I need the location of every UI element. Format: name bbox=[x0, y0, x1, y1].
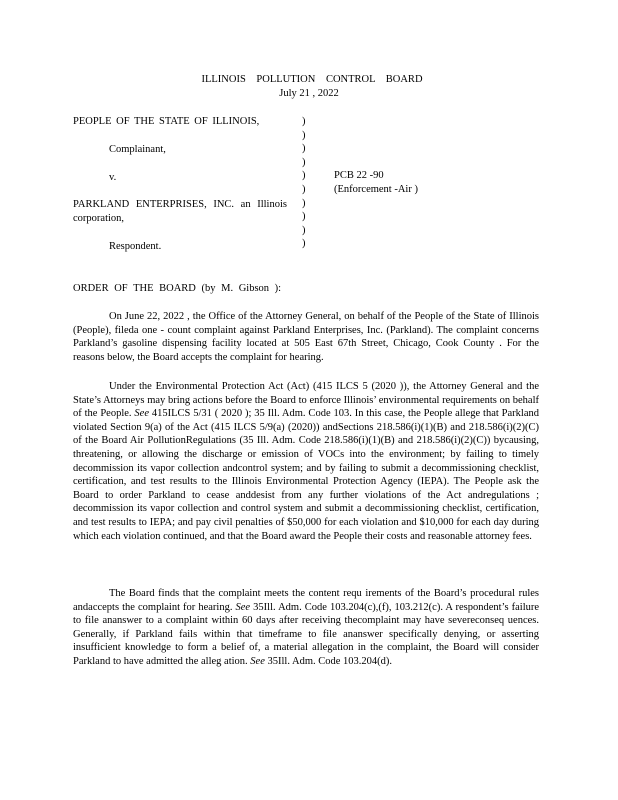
caption-parentheses bbox=[302, 115, 310, 251]
order-title: ORDER OF THE BOARD (by M. Gibson ): bbox=[73, 283, 282, 294]
caption-paren: ) bbox=[302, 224, 306, 236]
text-run: 35Ill. Adm. Code 103.204(d). bbox=[267, 655, 393, 667]
case-info bbox=[334, 169, 534, 196]
versus-label: v. bbox=[109, 172, 117, 183]
text-run: 415ILCS 5/31 ( 2020 ); 35 Ill. Adm. Code 103. In this case, the People allege that Parkland violated Section 9(a) of the Act (415 ILCS 5/9(a) (2020)) andSections 218.586(i)(1)(B) and 218.586(i)(2)(C) of the Board Air PollutionRegulations (35 Ill. Adm. Code 218.586(i)(1)(B) and 218.586(i)(2)(C)) bycausing, threatening, or allowing the discharge or emission of VOCs into the environment; by failing to timely decommission its vapor collection andcontrol system; and by failing to submit a decommissioning checklist, certification, and test results to the Illinois Environmental Protection Agency (IEPA). The People ask the Board to order Parkland to cease anddesist from any further violations of the Act andregulations ; decommission its vapor collection and control system and submit a decommissioning checklist, certification, and test results to IEPA; and pay civil penalties of $50,000 for each violation and $10,000 for each day during which each violation continued, and that the Board award the People their costs and reasonable attorney fees. bbox=[73, 408, 539, 542]
text-run: The Board finds that the complaint meets the content requ irements of the Board’s procedural rules andaccepts the complaint for hearing. bbox=[73, 588, 539, 613]
citation-signal: See bbox=[134, 408, 149, 420]
paragraph-3 bbox=[73, 587, 539, 669]
caption-paren: ) bbox=[302, 197, 306, 209]
complainant-label: Complainant, bbox=[109, 144, 166, 155]
caption-paren: ) bbox=[302, 143, 306, 155]
caption-paren: ) bbox=[302, 238, 306, 250]
defendant-name: PARKLAND ENTERPRISES, INC. an Illinois bbox=[73, 199, 287, 210]
citation-signal: See bbox=[235, 601, 251, 613]
order-date: July 21 , 2022 bbox=[279, 88, 339, 99]
case-number: PCB 22 -90 bbox=[334, 170, 384, 181]
text-run: 35Ill. Adm. Code 103.204(c),(f), 103.212(c). A respondent’s failure to file ananswer to a complaint within 60 days after receiving thecomplaint may have severeconseq uences. Generally, if Parkland fails within that timeframe to file ananswer specifically denying, or asserting insufficient knowledge to form a belief of, a material allegation in the complaint, the Board will consider Parkland to have admitted the alleg ation. bbox=[73, 601, 540, 667]
document-header bbox=[0, 73, 618, 101]
plaintiff-name: PEOPLE OF THE STATE OF ILLINOIS, bbox=[73, 116, 260, 127]
caption-paren: ) bbox=[302, 116, 306, 127]
caption-paren: ) bbox=[302, 183, 306, 195]
case-caption bbox=[73, 115, 553, 255]
caption-paren: ) bbox=[302, 211, 306, 223]
paragraph-text bbox=[73, 587, 539, 669]
board-name: ILLINOIS POLLUTION CONTROL BOARD bbox=[201, 74, 423, 85]
paragraph-text bbox=[73, 380, 539, 543]
caption-paren: ) bbox=[302, 129, 306, 141]
text-run: Under the Environmental Protection Act (Act) (415 ILCS 5 (2020 )), the Attorney General and the State’s Attorneys may bring actions before the Board to enforce Illinois’ environmental requirements on behalf of the People. bbox=[73, 381, 539, 420]
paragraph-1 bbox=[73, 310, 539, 364]
citation-signal: See bbox=[250, 655, 265, 667]
case-type: (Enforcement -Air ) bbox=[334, 183, 418, 195]
caption-paren: ) bbox=[302, 170, 306, 182]
respondent-label: Respondent. bbox=[109, 241, 162, 252]
defendant-type: corporation, bbox=[73, 213, 125, 224]
paragraph-text: On June 22, 2022 , the Office of the Attorney General, on behalf of the People of the State of Illinois (People), fileda one - count complaint against Parkland Enterprises, Inc. (Parkland). The complaint concerns Parkland’s gasoline dispensing facility located at 505 East 67th Street, Chicago, Cook County . For the reasons below, the Board accepts the complaint for hearing. bbox=[73, 311, 539, 363]
caption-paren: ) bbox=[302, 156, 306, 168]
paragraph-2 bbox=[73, 380, 539, 543]
